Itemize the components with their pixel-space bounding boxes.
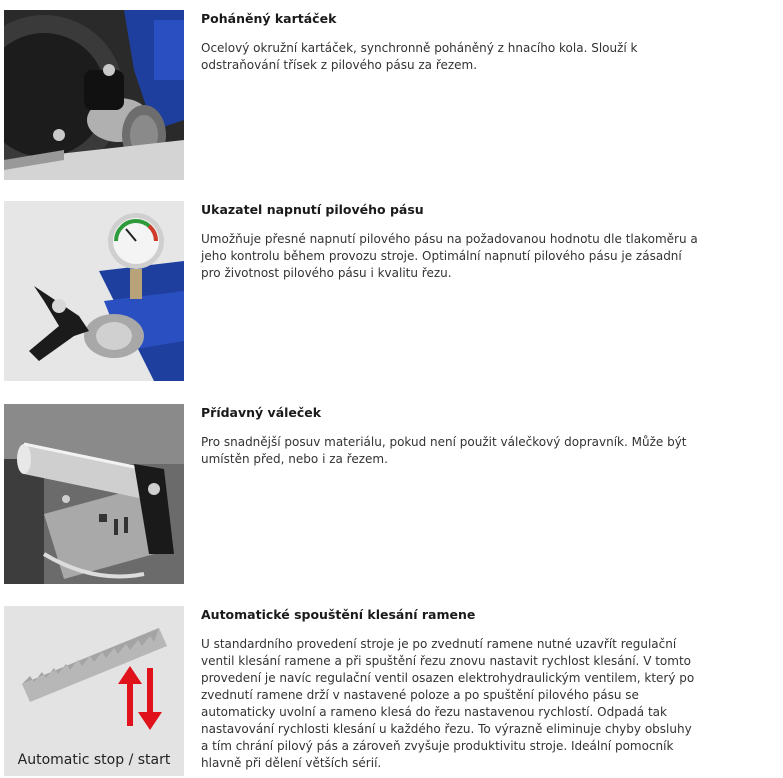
feature-description: Umožňuje přesné napnutí pilového pásu na požadovanou hodnotu dle tlakoměru a jeho kontrolu během provozu stroje. Optimální napnutí pilového pásu je zásadní pro životnost pilového pásu i kvalitu řezu. <box>201 232 698 280</box>
saw-blade-arrows-illustration <box>4 606 184 776</box>
feature-title: Automatické spouštění klesání ramene <box>201 607 476 622</box>
roller-photo <box>4 404 184 584</box>
automatic-stop-start-diagram <box>4 606 184 776</box>
feature-title: Ukazatel napnutí pilového pásu <box>201 202 424 217</box>
feature-description: Pro snadnější posuv materiálu, pokud není použit válečkový dopravník. Může být umístěn před, nebo i za řezem. <box>201 435 687 466</box>
feature-title: Poháněný kartáček <box>201 11 337 26</box>
feature-text <box>201 201 701 282</box>
roller-illustration <box>4 404 184 584</box>
image-caption: Automatic stop / start <box>17 752 171 768</box>
feature-title: Přídavný váleček <box>201 405 322 420</box>
feature-description: Ocelový okružní kartáček, synchronně poháněný z hnacího kola. Slouží k odstraňování třísek z pilového pásu za řezem. <box>201 41 638 72</box>
gauge-illustration <box>4 201 184 381</box>
brush-illustration <box>4 10 184 180</box>
feature-text <box>201 606 701 772</box>
rotating-brush-photo <box>4 10 184 180</box>
tension-gauge-photo <box>4 201 184 381</box>
feature-description: U standardního provedení stroje je po zvednutí ramene nutné uzavřít regulační ventil klesání ramene a při spuštění řezu znovu nastavit rychlost klesání. V tomto provedení je navíc regulační ventil osazen elektrohydraulickým ventilem, který po zvednutí ramene drží v nastavené poloze a po spuštění pilového pásu se automaticky uvolní a rameno klesá do řezu nastavenou rychlostí. Odpadá tak nastavování rychlosti klesání u každého řezu. To výrazně eliminuje chyby obsluhy a tím chrání pilový pás a zároveň zvyšuje produktivitu stroje. Ideální pomocník hlavně při dělení větších sérií. <box>201 637 695 770</box>
feature-text <box>201 10 701 74</box>
feature-text <box>201 404 701 468</box>
